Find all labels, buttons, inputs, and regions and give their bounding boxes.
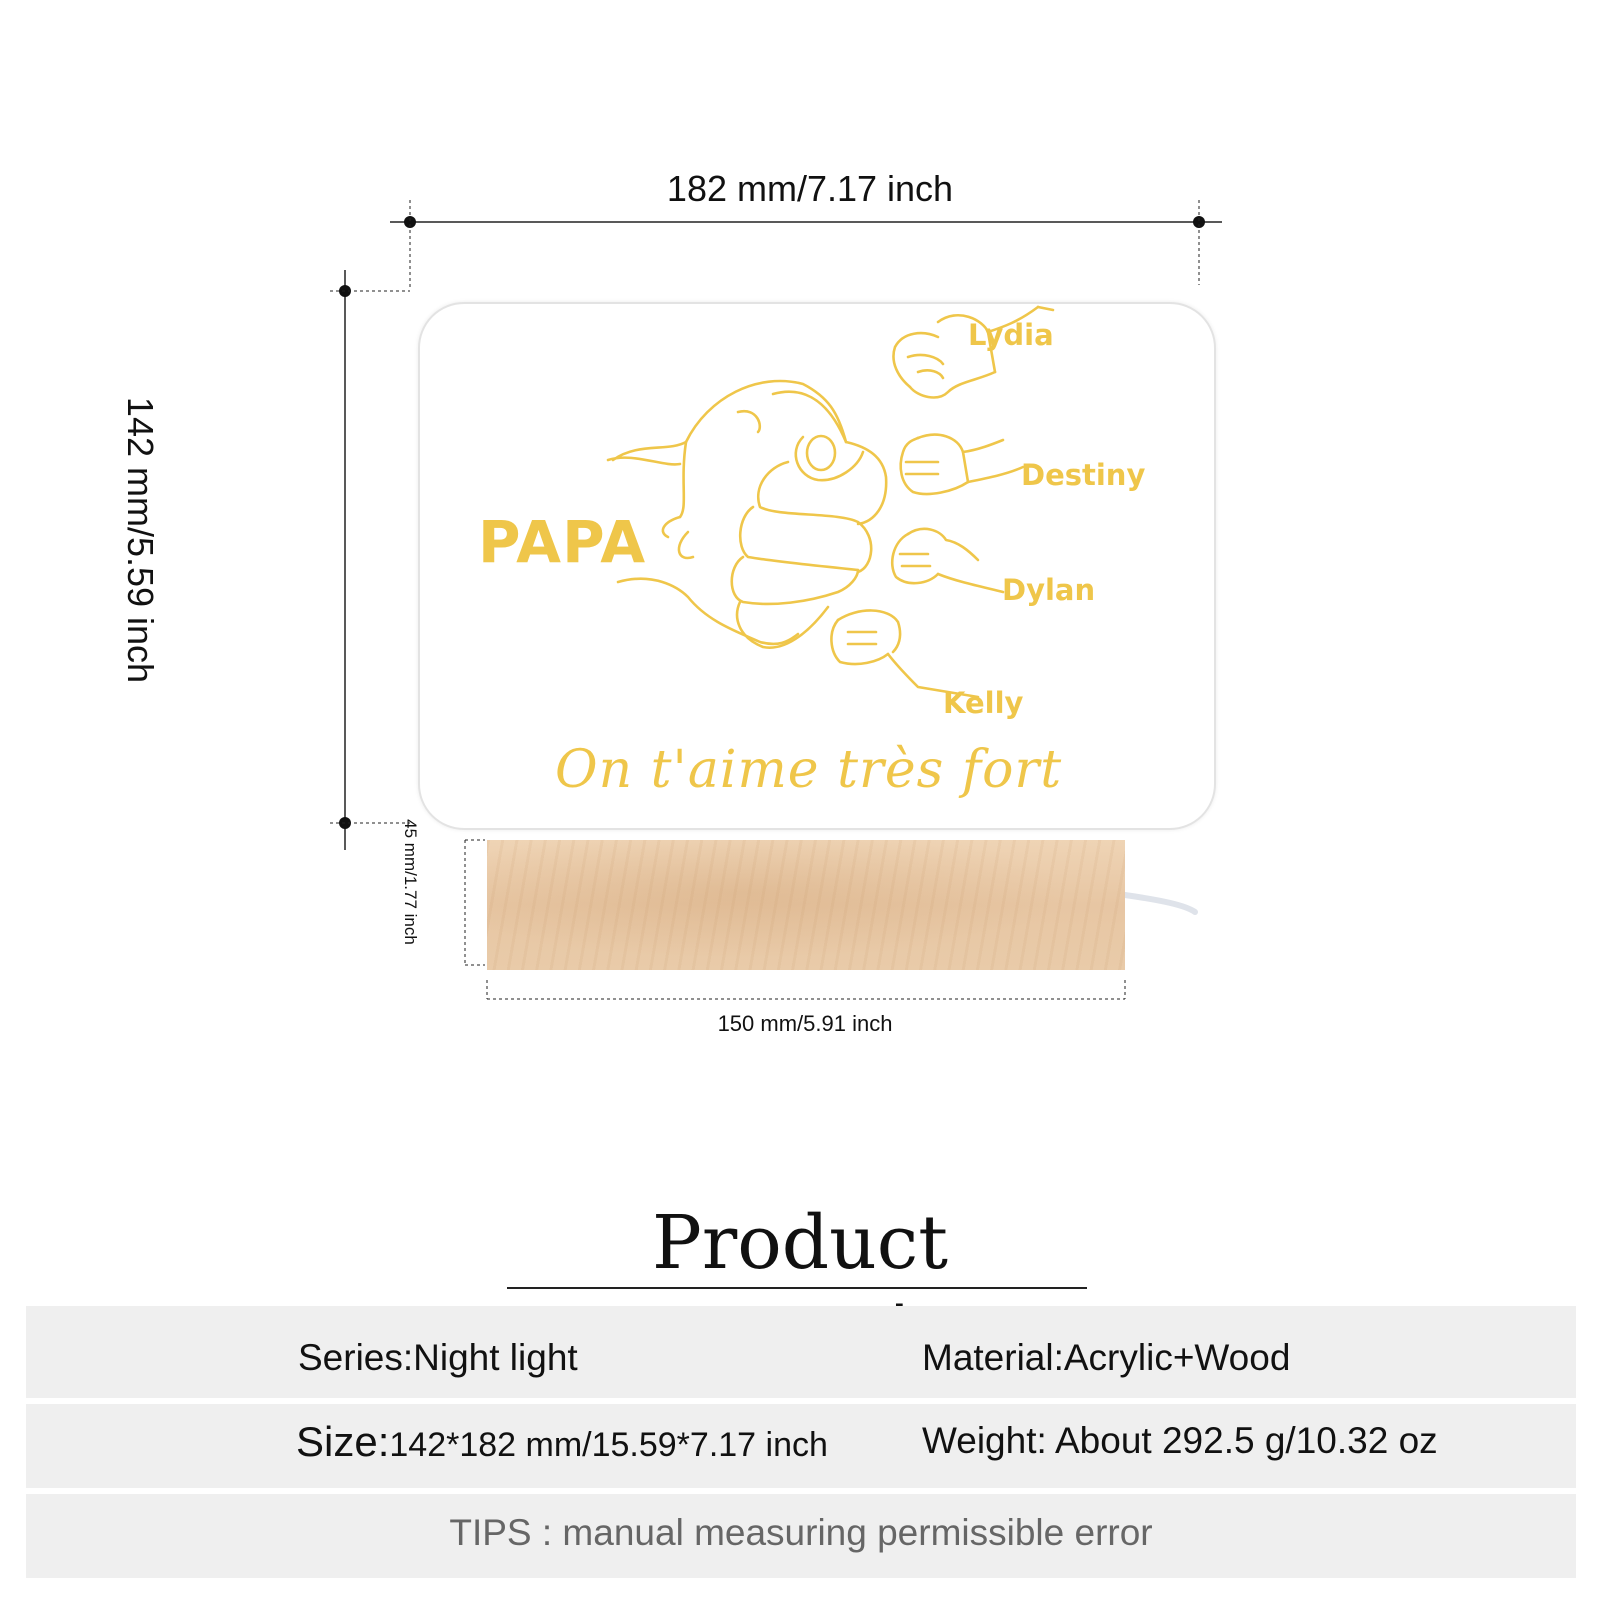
title-underline [507,1287,1087,1289]
series-param: Series:Night light [298,1337,578,1378]
wooden-base [487,840,1125,970]
size-label: Size: [296,1418,390,1465]
height-dimension-label: 142 mm/5.59 inch [120,396,161,684]
weight-param: Weight: About 292.5 g/10.32 oz [922,1420,1438,1461]
base-width-dimension-label: 150 mm/5.91 inch [717,1011,893,1036]
width-dimension-label: 182 mm/7.17 inch [666,168,954,209]
section-title: Product [652,1200,948,1286]
kid-name-1: Lydia [968,318,1054,352]
kid-name-4: Kelly [943,686,1024,720]
tips-text: TIPS : manual measuring permissible error [449,1512,1153,1553]
kid-name-2: Destiny [1021,458,1146,492]
papa-text: PAPA [478,508,647,576]
size-value: 142*182 mm/15.59*7.17 inch [389,1426,828,1464]
param-row-1 [26,1306,1576,1398]
base-height-dimension-label: 45 mm/1.77 inch [401,819,420,945]
slogan-text: On t'aime très fort [555,740,1063,800]
material-param: Material:Acrylic+Wood [922,1337,1291,1378]
size-param [296,1418,828,1466]
kid-name-3: Dylan [1002,573,1096,607]
